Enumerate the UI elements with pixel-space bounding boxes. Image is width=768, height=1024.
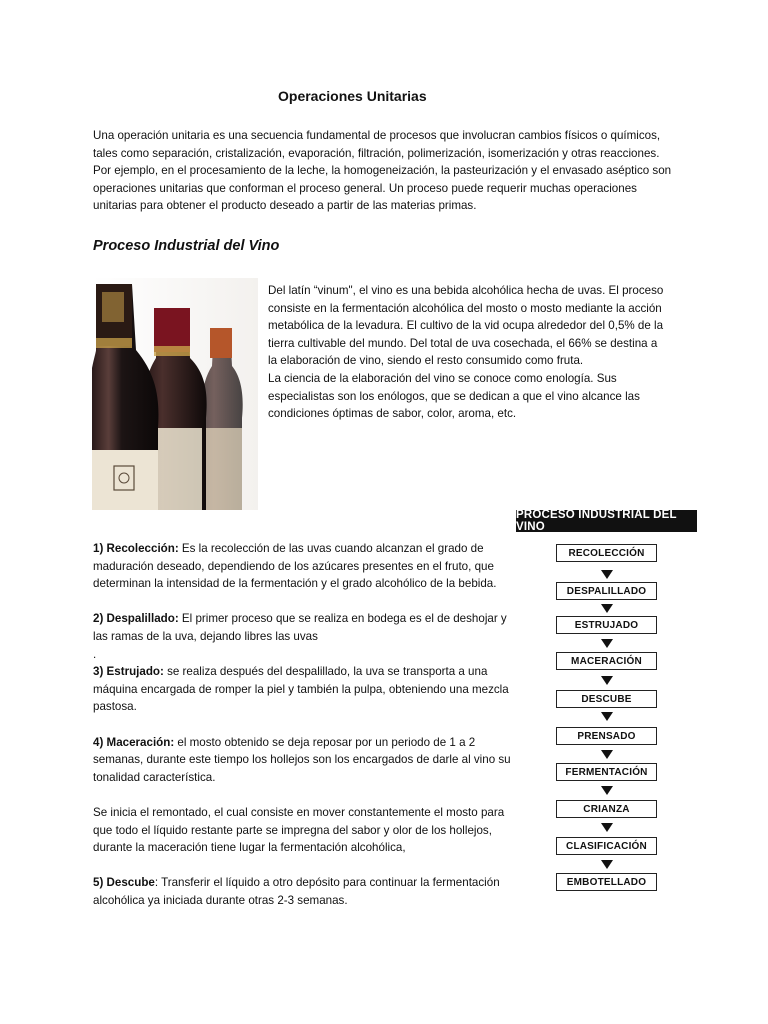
step-text: Es la recolección de las uvas cuando alcanzan el grado de maduración deseado, dependiendo de los azúcares presentes en el fruto, que determinan la intensidad de la fermentación y el grado alcohólico de la bebida.	[93, 542, 497, 591]
flow-step-prensado: PRENSADO	[556, 727, 657, 745]
flow-arrow-icon	[601, 750, 613, 759]
step-recoleccion	[93, 540, 513, 593]
step-descube	[93, 874, 513, 909]
step-despalillado-dot: .	[93, 647, 97, 661]
step-text: El primer proceso que se realiza en bodega es el de deshojar y las ramas de la uva, dejando libres las uvas	[93, 612, 507, 643]
flow-arrow-icon	[601, 604, 613, 613]
intro-paragraph: Una operación unitaria es una secuencia fundamental de procesos que involucran cambios físicos o químicos, tales como separación, cristalización, evaporación, filtración, polimerización, isomerización y otras reacciones. Por ejemplo, en el procesamiento de la leche, la homogeneización, la pasteurización y el envasado aséptico son operaciones unitarias que conforman el proceso general. Un proceso puede requerir muchas operaciones unitarias para obtener el producto deseado a partir de las materias primas.	[93, 129, 672, 213]
flow-step-clasificacion: CLASIFICACIÓN	[556, 837, 657, 855]
step-label: 1) Recolección:	[93, 542, 179, 555]
step-text: el mosto obtenido se deja reposar por un periodo de 1 a 2 semanas, durante este tiempo los hollejos son los encargados de darle al vino su tonalidad característica.	[93, 735, 511, 784]
flow-step-despalillado: DESPALILLADO	[556, 582, 657, 600]
step-text: se realiza después del despalillado, la uva se transporta a una máquina encargada de romper la piel y también la pulpa, obteniendo una mezcla pastosa.	[93, 665, 509, 714]
step-estrujado	[93, 663, 513, 716]
remontado-paragraph: Se inicia el remontado, el cual consiste en mover constantemente el mosto para que todo el líquido restante parte se impregna del sabor y olor de los hollejos, durante la maceración tiene lugar la fermentación alcohólica,	[93, 805, 505, 855]
flow-arrow-icon	[601, 786, 613, 795]
step-text: : Transferir el líquido a otro depósito para continuar la fermentación alcohólica ya iniciada durante otras 2-3 semanas.	[93, 876, 500, 907]
step-label: 4) Maceración:	[93, 735, 175, 749]
step-maceracion	[93, 734, 513, 787]
flow-step-estrujado: ESTRUJADO	[556, 616, 657, 634]
flow-arrow-icon	[601, 712, 613, 721]
flowchart-title: PROCESO INDUSTRIAL DEL VINO	[516, 510, 697, 532]
flow-arrow-icon	[601, 676, 613, 685]
wine-description	[268, 282, 668, 423]
flow-step-recoleccion: RECOLECCIÓN	[556, 544, 657, 562]
step-despalillado	[93, 610, 513, 645]
page-title: Operaciones Unitarias	[278, 88, 427, 104]
flow-step-fermentacion: FERMENTACIÓN	[556, 763, 657, 781]
flow-arrow-icon	[601, 860, 613, 869]
process-steps	[93, 540, 513, 927]
flow-arrow-icon	[601, 570, 613, 579]
flow-step-crianza: CRIANZA	[556, 800, 657, 818]
wine-description-p1: Del latín “vinum", el vino es una bebida alcohólica hecha de uvas. El proceso consiste en la fermentación alcohólica del mosto o mosto mediante la acción metabólica de la levadura. El cultivo de la vid ocupa alrededor del 0,5% de la tierra cultivable del mundo. Del total de uva cosechada, el 66% se destina a la elaboración de vino, siendo el resto consumido como fruta.	[268, 284, 664, 368]
section-title: Proceso Industrial del Vino	[93, 238, 280, 254]
flow-step-descube: DESCUBE	[556, 690, 657, 708]
flow-step-embotellado: EMBOTELLADO	[556, 873, 657, 891]
step-label: 2) Despalillado:	[93, 612, 179, 626]
flow-arrow-icon	[601, 823, 613, 832]
step-label: 3) Estrujado:	[93, 665, 164, 679]
flow-step-maceracion: MACERACIÓN	[556, 652, 657, 670]
step-label: 5) Descube	[93, 876, 155, 890]
wine-bottles-image	[92, 278, 258, 510]
flow-arrow-icon	[601, 639, 613, 648]
wine-description-p2: La ciencia de la elaboración del vino se conoce como enología. Sus especialistas son los enólogos, que se dedican a que el vino alcance las condiciones óptimas de sabor, color, aroma, etc.	[268, 371, 640, 421]
